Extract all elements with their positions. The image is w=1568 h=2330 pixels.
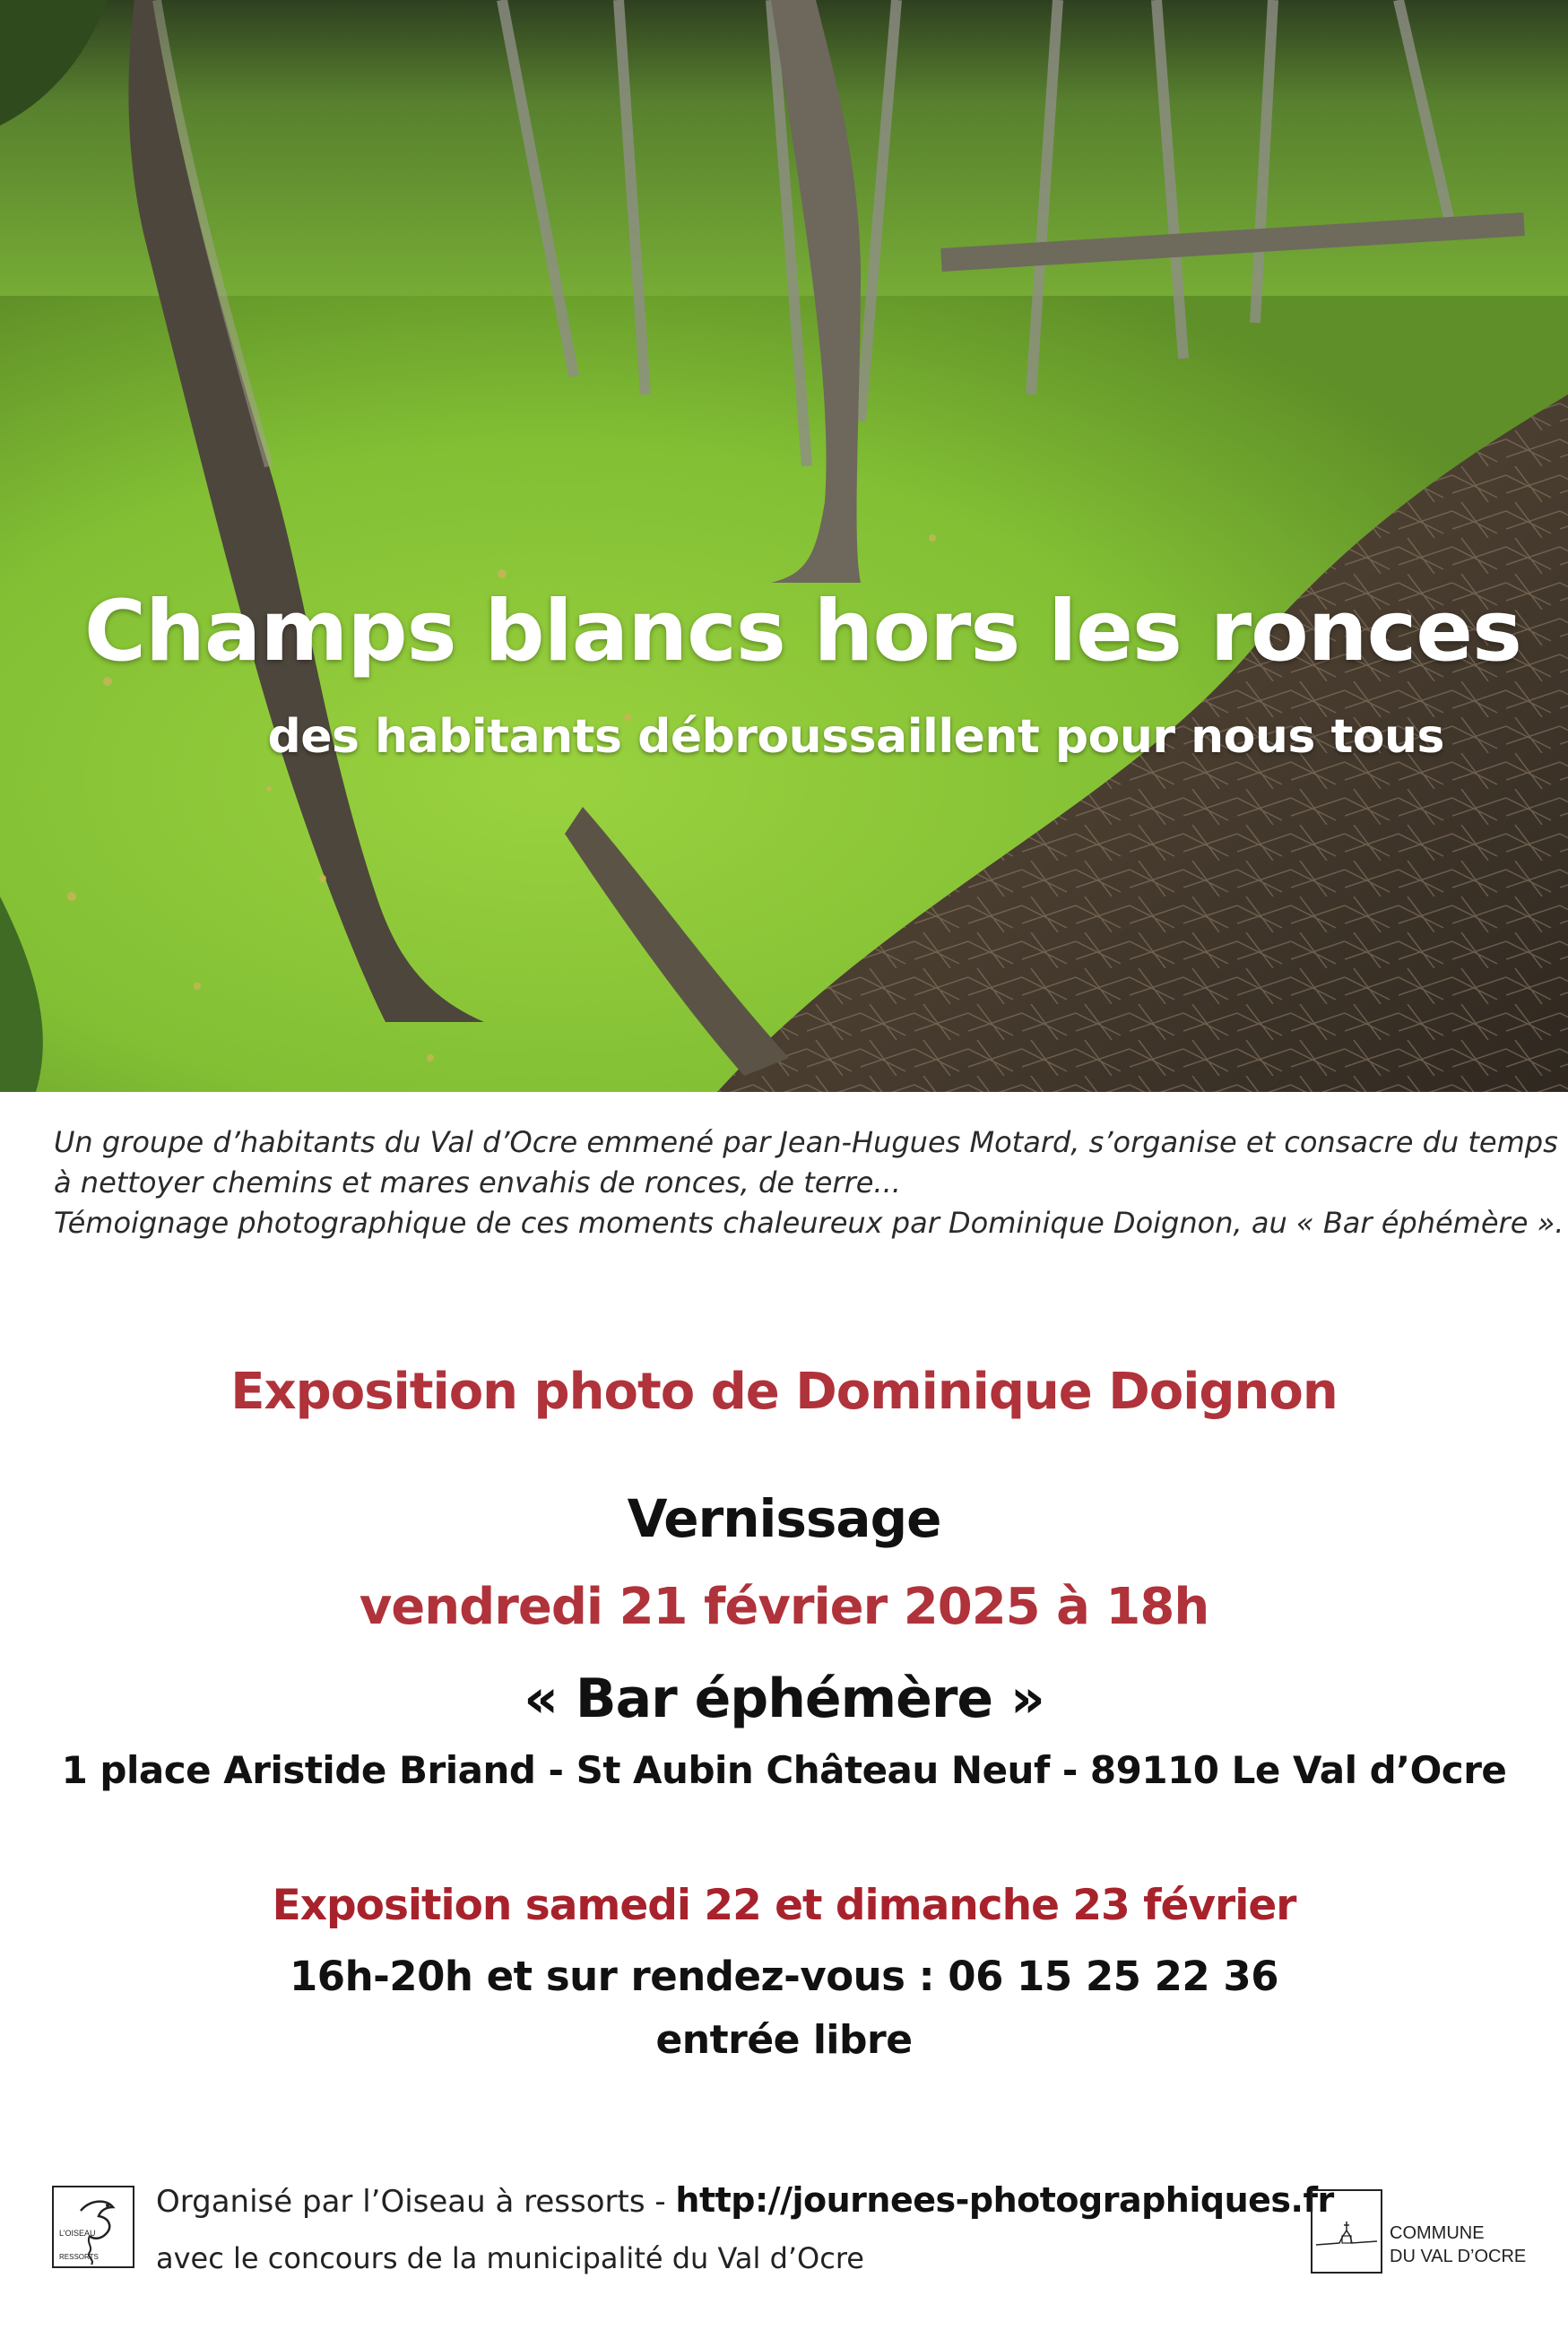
logo-text-bottom: RESSORTS [59,2253,99,2261]
intro-line-1: Un groupe d’habitants du Val d’Ocre emmené par Jean-Hugues Motard, s’organise et consacre du temps [54,1125,1558,1159]
organiser-line [156,2180,1334,2220]
hero-title: Champs blancs hors les ronces [84,583,1521,680]
vernissage-label: Vernissage [627,1488,941,1549]
intro-line-2: à nettoyer chemins et mares envahis de ronces, de terre... [54,1165,901,1200]
commune-logo-text [1390,2222,1526,2268]
support-line: avec le concours de la municipalité du Val d’Ocre [156,2241,864,2275]
bird-icon [54,2187,134,2268]
swamp-illustration [0,0,1568,1092]
intro-text [54,1122,1564,1243]
hero-photo [0,0,1568,1092]
venue-address: 1 place Aristide Briand - St Aubin Château Neuf - 89110 Le Val d’Ocre [61,1748,1507,1792]
exhibition-heading: Exposition photo de Dominique Doignon [230,1363,1338,1421]
intro-line-3: Témoignage photographique de ces moments chaleureux par Dominique Doignon, au « Bar éphémère ». [54,1206,1564,1240]
logo-text-top: L’OISEAU [59,2229,96,2238]
website-link[interactable]: http://journees-photographiques.fr [675,2180,1334,2220]
oiseau-a-ressorts-logo [52,2186,134,2268]
commune-logo [1311,2189,1526,2275]
opening-hours: 16h-20h et sur rendez-vous : 06 15 25 22 36 [289,1953,1279,2000]
organiser-text: Organisé par l’Oiseau à ressorts - [156,2184,676,2220]
commune-logo-line-1: COMMUNE [1390,2223,1485,2243]
commune-logo-line-2: DU VAL D’OCRE [1390,2247,1527,2266]
venue-name: « Bar éphémère » [524,1667,1044,1730]
vernissage-date: vendredi 21 février 2025 à 18h [359,1578,1209,1636]
hero-subtitle: des habitants débroussaillent pour nous tous [267,710,1444,764]
entry-info: entrée libre [655,2017,913,2063]
commune-logo-frame [1311,2189,1382,2274]
exhibition-days: Exposition samedi 22 et dimanche 23 février [272,1881,1296,1930]
church-icon [1312,2191,1381,2272]
